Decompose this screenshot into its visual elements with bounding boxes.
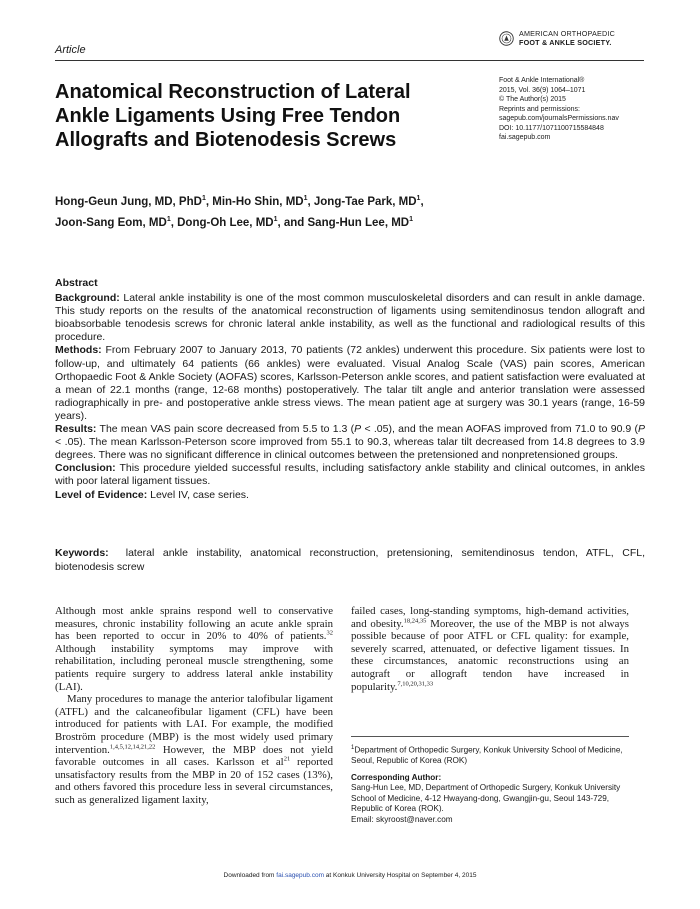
body-paragraph [55, 693, 333, 806]
author-separator: , and [277, 216, 308, 229]
society-logo [499, 30, 615, 47]
logo-line-2: FOOT & ANKLE SOCIETY. [519, 37, 612, 47]
download-suffix: at Konkuk University Hospital on September 4, 2015 [323, 872, 477, 879]
abstract-conclusion [55, 462, 645, 488]
abstract-heading: Abstract [55, 277, 98, 289]
level-label: Level of Evidence: [55, 488, 148, 501]
body-column-right [351, 605, 629, 693]
download-notice [0, 872, 700, 879]
citation-sup[interactable]: 21 [283, 755, 291, 763]
results-label: Results: [55, 423, 97, 436]
citation-sup[interactable]: 32 [326, 629, 333, 637]
background-text: Lateral ankle instability is one of the most common musculoskeletal disorders and can result in ankle damage. This study reports on the results of the anatomical reconstruction of ligaments using semitendinosus tendon allograft and bioabsorbable tenodesis screws for chronic lateral ankle instability, as well as the functional and radiological results of this procedure. [55, 292, 645, 344]
society-emblem-icon [499, 31, 514, 46]
author-name: Min-Ho Shin, MD [212, 195, 304, 208]
author-name: Hong-Geun Jung, MD, PhD [55, 195, 202, 208]
reprints-label: Reprints and permissions: [499, 105, 580, 113]
body-column-left [55, 605, 333, 807]
copyright: © The Author(s) 2015 [499, 96, 566, 103]
keywords-label: Keywords: [55, 547, 109, 559]
body-text: Although most ankle sprains respond well to conservative measures, chronic instability following an acute ankle sprain has been reported to occur in 20% to 40% of patients. [55, 605, 333, 643]
journal-name: Foot & Ankle International® [499, 77, 585, 84]
methods-label: Methods: [55, 344, 102, 357]
citation-sup[interactable]: 18,24,35 [403, 617, 427, 624]
keywords-text: lateral ankle instability, anatomical reconstruction, pretensioning, semitendinosus tendon, ATFL, CFL, biotenodesis screw [55, 547, 645, 573]
article-type-label: Article [55, 44, 86, 56]
logo-line-1: AMERICAN ORTHOPAEDIC [519, 29, 615, 38]
body-text: Moreover, the use of the MBP is not always possible because of poor ATFL or CFL quality: for example, severely scarred, attenuated, or defective ligament tissues. In these circumstances, anatomic reconstructions using an autograft or allograft tendon have increased in popularity. [351, 617, 629, 693]
corresponding-email[interactable]: Email: skyroost@naver.com [351, 814, 453, 824]
results-text-a: The mean VAS pain score decreased from 5.5 to 1.3 ( [99, 423, 355, 436]
journal-site-link[interactable]: fai.sagepub.com [499, 134, 551, 141]
author-name: Dong-Oh Lee, MD [177, 216, 274, 229]
author-line-1 [55, 190, 615, 211]
p-value-symbol: P [637, 423, 645, 436]
affiliation-sup: 1 [351, 745, 355, 751]
corresponding-text: Sang-Hun Lee, MD, Department of Orthopedic Surgery, Konkuk University School of Medicine, 4-12 Hwayang-dong, Gwangjin-gu, Seoul 143-729, Republic of Korea (ROK). [351, 783, 621, 814]
author-separator: , [307, 195, 314, 208]
background-label: Background: [55, 292, 120, 305]
author-affiliation-sup: 1 [416, 195, 421, 202]
body-text: Many procedures to manage the anterior talofibular ligament (ATFL) and the calcaneofibular ligament (CFL) have been introduced for patients with LAI. For example, the modified Broström procedure (MBP) is the most widely used primary intervention. [55, 693, 333, 756]
author-affiliation-sup: 1 [201, 195, 206, 202]
author-separator: , [205, 195, 213, 208]
author-separator: , [420, 195, 424, 208]
author-affiliation-sup: 1 [166, 215, 171, 223]
citation-sup[interactable]: 1,4,5,12,14,21,22 [109, 742, 156, 750]
keywords [55, 547, 645, 574]
footnote-rule [351, 736, 629, 737]
results-text-c: < .05). The mean Karlsson-Peterson score improved from 55.1 to 90.3, whereas talar tilt decreased from 14.8 degrees to 3.9 degrees. There was no significant difference in clinical outcomes between the pretensioned and nonpretensioned groups. [55, 436, 645, 462]
author-line-2 [55, 211, 615, 232]
conclusion-text: This procedure yielded successful results, including satisfactory ankle stability and clinical outcomes, in ankles with poor lateral ligament tissues. [55, 462, 645, 488]
citation-sup[interactable]: 7,10,20,31,33 [397, 679, 434, 687]
author-name: Jong-Tae Park, MD [313, 195, 417, 208]
society-logo-text [519, 30, 615, 47]
affiliation-text: Department of Orthopedic Surgery, Konkuk University School of Medicine, Seoul, Republic of Korea (ROK) [351, 745, 623, 766]
journal-volume: 2015, Vol. 36(9) 1064–1071 [499, 86, 586, 94]
author-affiliation-sup: 1 [409, 215, 414, 223]
conclusion-label: Conclusion: [55, 462, 116, 475]
level-text: Level IV, case series. [150, 488, 249, 501]
body-text: However, the MBP does not yield favorable outcomes in all cases. Karlsson et al [55, 743, 333, 769]
author-name: Joon-Sang Eom, MD [55, 216, 167, 229]
corresponding-label: Corresponding Author: [351, 772, 442, 782]
doi: DOI: 10.1177/1071100715584848 [499, 124, 604, 132]
abstract-level [55, 489, 645, 502]
author-separator: , [170, 216, 178, 229]
abstract-background [55, 292, 645, 344]
abstract [55, 277, 645, 502]
methods-text: From February 2007 to January 2013, 70 patients (72 ankles) underwent this procedure. Six patients were lost to follow-up, and ultimately 64 patients (66 ankles) were evaluated. Visual Analog Scale (VAS) pain scores, American Orthopaedic Foot & Ankle Society (AOFAS) scores, Karlsson-Peterson ankle scores, and patient satisfaction were evaluated at a mean of 22.1 months (range, 12-68 months) postoperatively. The talar tilt angle and anterior translation were assessed radiographically in pre- and postoperative ankle stress views. The mean patient age at surgery was 30.1 years (range, 16-59 years). [55, 344, 645, 422]
results-text-b: < .05), and the mean AOFAS improved from 71.0 to 90.9 ( [361, 423, 638, 436]
abstract-results [55, 423, 645, 462]
body-paragraph [351, 605, 629, 693]
journal-meta [499, 76, 649, 143]
body-text: reported unsatisfactory results from the MBP in 20 of 152 cases (13%), and others favored this procedure less in several circumstances, such as generalized ligament laxity, [55, 756, 333, 806]
permissions-link[interactable]: sagepub.com/journalsPermissions.nav [499, 115, 619, 122]
footnotes [351, 743, 636, 831]
download-prefix: Downloaded from [223, 872, 277, 879]
body-paragraph [55, 605, 333, 693]
affiliation-note [351, 743, 636, 767]
author-affiliation-sup: 1 [273, 215, 278, 223]
body-text: Although instability symptoms may improve with rehabilitation, including peroneal muscle strengthening, some patients require surgery to address lateral ankle instability (LAI). [55, 642, 333, 693]
body-text: failed cases, long-standing symptoms, high-demand activities, and obesity. [351, 605, 629, 630]
header-rule [55, 60, 644, 61]
p-value-symbol: P [354, 423, 362, 436]
author-affiliation-sup: 1 [303, 195, 308, 202]
abstract-methods [55, 344, 645, 423]
author-name: Sang-Hun Lee, MD [307, 216, 410, 229]
author-list [55, 190, 615, 232]
download-link[interactable]: fai.sagepub.com [276, 872, 324, 879]
article-title: Anatomical Reconstruction of Lateral Ankle Ligaments Using Free Tendon Allografts and Biotenodesis Screws [55, 81, 411, 151]
